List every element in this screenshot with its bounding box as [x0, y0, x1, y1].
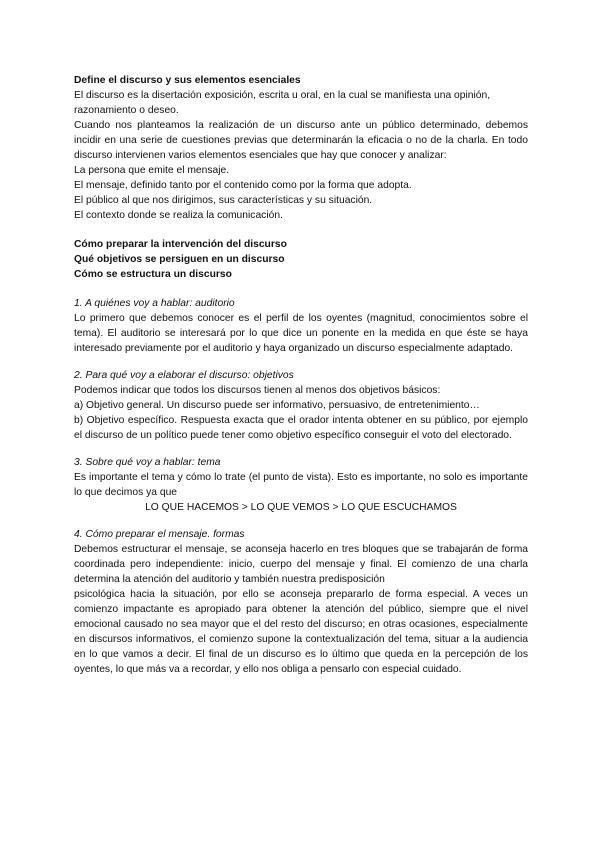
objective-general: a) Objetivo general. Un discurso puede ser informativo, persuasivo, de entretenimiento…	[74, 400, 480, 411]
section-1-body: Lo primero que debemos conocer es el perfil de los oyentes (magnitud, conocimientos sobre el tema). El auditorio se interesará por lo que dice un ponente en la medida en que éste se haya interesado previamente por el auditorio y haya organizado un discurso especialmente adaptado.	[74, 313, 528, 354]
element-item: El mensaje, definido tanto por el contenido como por la forma que adopta.	[74, 180, 412, 191]
section-title-definition: Define el discurso y sus elementos esenciales	[74, 75, 301, 86]
element-item: El contexto donde se realiza la comunicación.	[74, 210, 283, 221]
heading-preparation: Cómo preparar la intervención del discurso	[74, 239, 287, 250]
planning-paragraph: Cuando nos planteamos la realización de un discurso ante un público determinado, debemos incidir en una serie de cuestiones previas que determinarán la eficacia o no de la charla. En todo discurso intervienen varios elementos esenciales que hay que conocer y analizar:	[74, 120, 528, 161]
objective-specific: b) Objetivo específico. Respuesta exacta que el orador intenta obtener en su público, por ejemplo el discurso de un político puede tener como objetivo específico conseguir el voto del electorado.	[74, 415, 528, 441]
section-1-title: 1. A quiénes voy a hablar: auditorio	[74, 298, 235, 309]
section-3-formula: LO QUE HACEMOS > LO QUE VEMOS > LO QUE ESCUCHAMOS	[145, 502, 457, 513]
section-3-title: 3. Sobre qué voy a hablar: tema	[74, 457, 221, 468]
section-4-body-2: psicológica hacia la situación, por ello se aconseja prepararlo de forma especial. A veces un comienzo impactante es apropiado para obtener la atención del público, siempre que el nivel emocional causado no sea mayor que el del resto del discurso; en otras ocasiones, especialmente en discursos informativos, el comienzo supone la contextualización del tema, situar a la audiencia en lo que vamos a decir. El final de un discurso es lo último que queda en la percepción de los oyentes, lo que más va a recordar, y ello nos obliga a pensarlo con especial cuidado.	[74, 589, 528, 675]
heading-objectives: Qué objetivos se persiguen en un discurso	[74, 254, 285, 265]
section-2-intro: Podemos indicar que todos los discursos tienen al menos dos objetivos básicos:	[74, 385, 441, 396]
definition-paragraph: El discurso es la disertación exposición, escrita u oral, en la cual se manifiesta una opinión, razonamiento o deseo.	[74, 90, 491, 116]
heading-structure: Cómo se estructura un discurso	[74, 269, 232, 280]
element-item: El público al que nos dirigimos, sus características y su situación.	[74, 195, 373, 206]
section-4-title: 4. Cómo preparar el mensaje. formas	[74, 529, 245, 540]
section-4-body-1: Debemos estructurar el mensaje, se aconseja hacerlo en tres bloques que se trabajarán de forma coordinada pero independiente: inicio, cuerpo del mensaje y final. El comienzo de una charla determina la atención del auditorio y también nuestra predisposición	[74, 544, 528, 585]
element-item: La persona que emite el mensaje.	[74, 165, 230, 176]
section-2-title: 2. Para qué voy a elaborar el discurso: objetivos	[74, 370, 294, 381]
section-3-body: Es importante el tema y cómo lo trate (el punto de vista). Esto es importante, no solo es importante lo que decimos ya que	[74, 472, 528, 498]
